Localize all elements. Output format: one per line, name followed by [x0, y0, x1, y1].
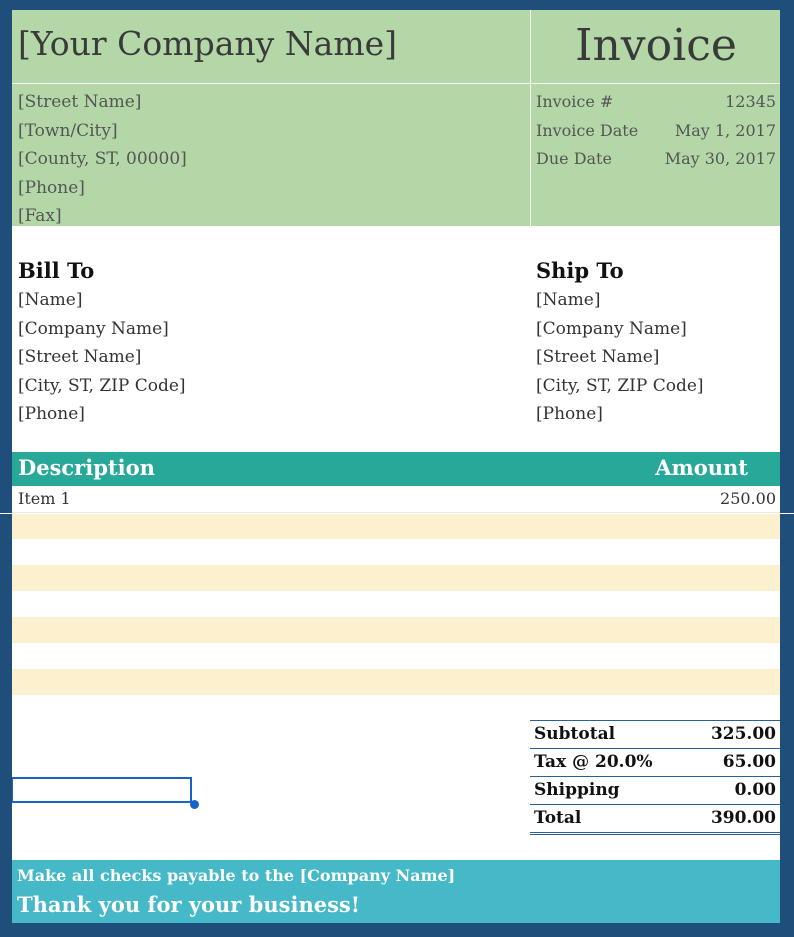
invoice-title[interactable]: Invoice: [575, 20, 737, 71]
bill-to-block: [18, 256, 186, 429]
address-county[interactable]: [County, ST, 00000]: [18, 149, 187, 169]
meta-invoice-date[interactable]: [536, 117, 776, 146]
ship-to-name[interactable]: [Name]: [536, 290, 601, 310]
ship-to-phone[interactable]: [Phone]: [536, 404, 603, 424]
totals-block: [530, 720, 780, 835]
totals-value[interactable]: 65.00: [722, 752, 776, 772]
subtotal-row[interactable]: [530, 720, 780, 748]
meta-value[interactable]: May 30, 2017: [664, 149, 776, 168]
address-town[interactable]: [Town/City]: [18, 120, 118, 141]
empty-row[interactable]: [12, 669, 780, 695]
totals-label: Shipping: [534, 780, 620, 800]
meta-invoice-number[interactable]: [536, 88, 776, 117]
totals-label: Subtotal: [534, 724, 616, 744]
table-row[interactable]: [12, 486, 780, 512]
bill-to-city[interactable]: [City, ST, ZIP Code]: [18, 375, 186, 396]
invoice-footer: [12, 860, 780, 923]
tax-row[interactable]: [530, 748, 780, 776]
address-fax[interactable]: [Fax]: [18, 206, 62, 226]
meta-label: Due Date: [536, 149, 612, 168]
ship-to-street[interactable]: [Street Name]: [536, 347, 660, 367]
empty-row[interactable]: [12, 513, 780, 539]
ship-to-city[interactable]: [City, ST, ZIP Code]: [536, 375, 704, 396]
meta-due-date[interactable]: [536, 145, 776, 174]
ship-to-company[interactable]: [Company Name]: [536, 318, 687, 339]
empty-row[interactable]: [12, 617, 780, 643]
meta-label: Invoice #: [536, 92, 614, 111]
meta-value[interactable]: May 1, 2017: [674, 120, 776, 140]
bill-to-company[interactable]: [Company Name]: [18, 318, 169, 339]
totals-value[interactable]: 325.00: [710, 724, 776, 744]
item-description[interactable]: Item 1: [18, 489, 71, 508]
header-amount: Amount: [655, 455, 748, 480]
shipping-row[interactable]: [530, 776, 780, 804]
empty-row[interactable]: [12, 565, 780, 591]
bill-to-heading: Bill To: [18, 258, 95, 283]
meta-value[interactable]: 12345: [725, 92, 776, 111]
totals-label: Tax @ 20.0%: [534, 752, 653, 772]
items-table-header: [12, 452, 780, 486]
address-phone[interactable]: [Phone]: [18, 177, 85, 198]
bill-to-name[interactable]: [Name]: [18, 290, 83, 310]
totals-value[interactable]: 390.00: [710, 808, 776, 828]
header-divider: [530, 10, 531, 226]
item-amount[interactable]: 250.00: [720, 489, 776, 508]
meta-label: Invoice Date: [536, 120, 639, 140]
totals-label: Total: [534, 808, 582, 828]
totals-value[interactable]: 0.00: [734, 780, 776, 800]
bill-to-street[interactable]: [Street Name]: [18, 347, 142, 367]
fill-handle[interactable]: [190, 800, 199, 809]
address-street[interactable]: [Street Name]: [18, 92, 142, 112]
ship-to-heading: Ship To: [536, 258, 624, 283]
header-rule: [12, 83, 780, 84]
company-name[interactable]: [Your Company Name]: [18, 24, 398, 63]
invoice-sheet: [12, 10, 780, 923]
company-address: [18, 88, 187, 231]
ship-to-block: [536, 256, 704, 429]
invoice-meta: [536, 88, 776, 174]
total-row[interactable]: [530, 804, 780, 835]
thank-you-note[interactable]: Thank you for your business!: [17, 892, 360, 917]
bill-to-phone[interactable]: [Phone]: [18, 404, 85, 424]
split-divider: [0, 513, 794, 514]
header-description: Description: [18, 455, 155, 480]
selected-cell[interactable]: [12, 777, 192, 803]
payment-note[interactable]: Make all checks payable to the [Company Name]: [17, 866, 456, 885]
invoice-header: [12, 10, 780, 226]
